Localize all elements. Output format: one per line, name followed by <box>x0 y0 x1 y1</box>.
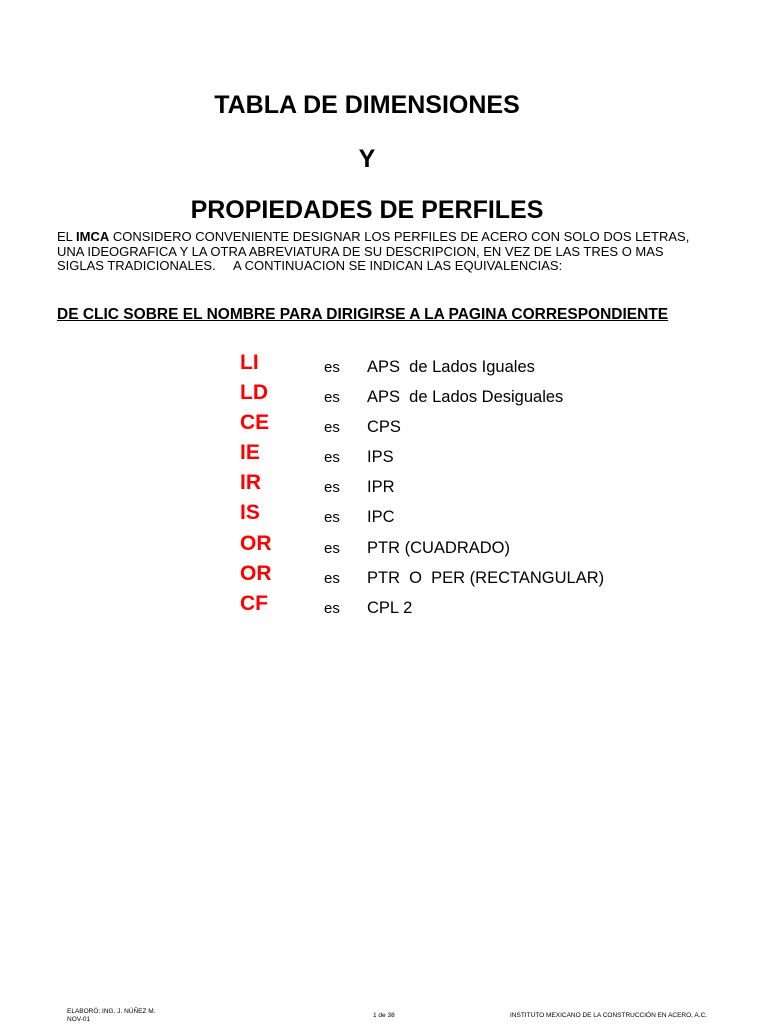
equivalence-es: es <box>324 419 340 437</box>
profile-abbr-link[interactable]: LI <box>240 351 259 374</box>
equivalence-es: es <box>324 359 340 376</box>
title-line-3: PROPIEDADES DE PERFILES <box>190 196 544 224</box>
equivalence-row-ir[interactable] <box>240 470 700 500</box>
profile-description: PTR O PER (RECTANGULAR) <box>367 568 605 587</box>
profile-abbr-link[interactable]: OR <box>240 531 272 555</box>
profile-abbr-link[interactable]: IS <box>240 501 260 525</box>
equivalence-es: es <box>324 509 340 527</box>
profile-description: CPL 2 <box>367 598 413 617</box>
footer-author-date: NOV-01 <box>67 1016 91 1023</box>
profile-description: APS de Lados Desiguales <box>367 388 564 407</box>
equivalence-es: es <box>324 389 340 407</box>
equivalence-row-or-square[interactable] <box>240 531 700 561</box>
profile-description: IPR <box>367 478 395 497</box>
equivalence-row-cf[interactable] <box>240 591 700 621</box>
equivalence-es: es <box>324 599 340 617</box>
title-line-2: Y <box>358 145 376 173</box>
equivalence-row-li[interactable] <box>240 350 700 380</box>
equivalence-row-ce[interactable] <box>240 410 700 440</box>
equivalence-es: es <box>324 539 340 557</box>
title-line-1: TABLA DE DIMENSIONES <box>214 91 520 119</box>
profile-description: CPS <box>367 418 401 437</box>
intro-brand: IMCA <box>76 229 110 244</box>
profile-abbr-link[interactable]: IR <box>240 471 261 495</box>
profile-abbr-link[interactable]: CE <box>240 411 270 435</box>
profile-abbr-link[interactable]: OR <box>240 561 272 585</box>
profile-description: IPC <box>367 508 395 527</box>
profile-abbr-link[interactable]: CF <box>240 591 268 615</box>
equivalence-es: es <box>324 479 340 497</box>
equivalence-row-is[interactable] <box>240 500 700 530</box>
click-instruction: DE CLIC SOBRE EL NOMBRE PARA DIRIGIRSE A LA PAGINA CORRESPONDIENTE <box>57 306 669 323</box>
profile-abbr-link[interactable]: IE <box>240 441 260 465</box>
footer-author-name: ELABORÓ: ING. J. NÚÑEZ M. <box>67 1008 156 1015</box>
intro-paragraph <box>57 230 697 274</box>
equivalence-row-ld[interactable] <box>240 380 700 410</box>
footer-institute: INSTITUTO MEXICANO DE LA CONSTRUCCIÓN EN ACERO, A.C. <box>510 1012 708 1019</box>
equivalence-row-ie[interactable] <box>240 440 700 470</box>
equivalence-list <box>240 350 700 621</box>
equivalence-es: es <box>324 449 340 467</box>
profile-description: APS de Lados Iguales <box>367 358 535 376</box>
profile-description: IPS <box>367 448 394 467</box>
equivalence-es: es <box>324 569 340 587</box>
footer-author <box>67 1008 155 1024</box>
profile-description: PTR (CUADRADO) <box>367 538 510 557</box>
profile-abbr-link[interactable]: LD <box>240 381 268 405</box>
equivalence-row-or-rect[interactable] <box>240 561 700 591</box>
footer-page-number: 1 de 38 <box>373 1012 395 1019</box>
intro-prefix: EL <box>57 229 77 244</box>
intro-text: CONSIDERO CONVENIENTE DESIGNAR LOS PERFILES DE ACERO CON SOLO DOS LETRAS, UNA IDEOGRAFICA Y LA OTRA ABREVIATURA DE SU DESCRIPCION, EN VEZ DE LAS TRES O MAS SIGLAS TRADICIONALES. A CONTINUACION SE INDICAN LAS EQUIVALENCIAS: <box>57 229 690 273</box>
